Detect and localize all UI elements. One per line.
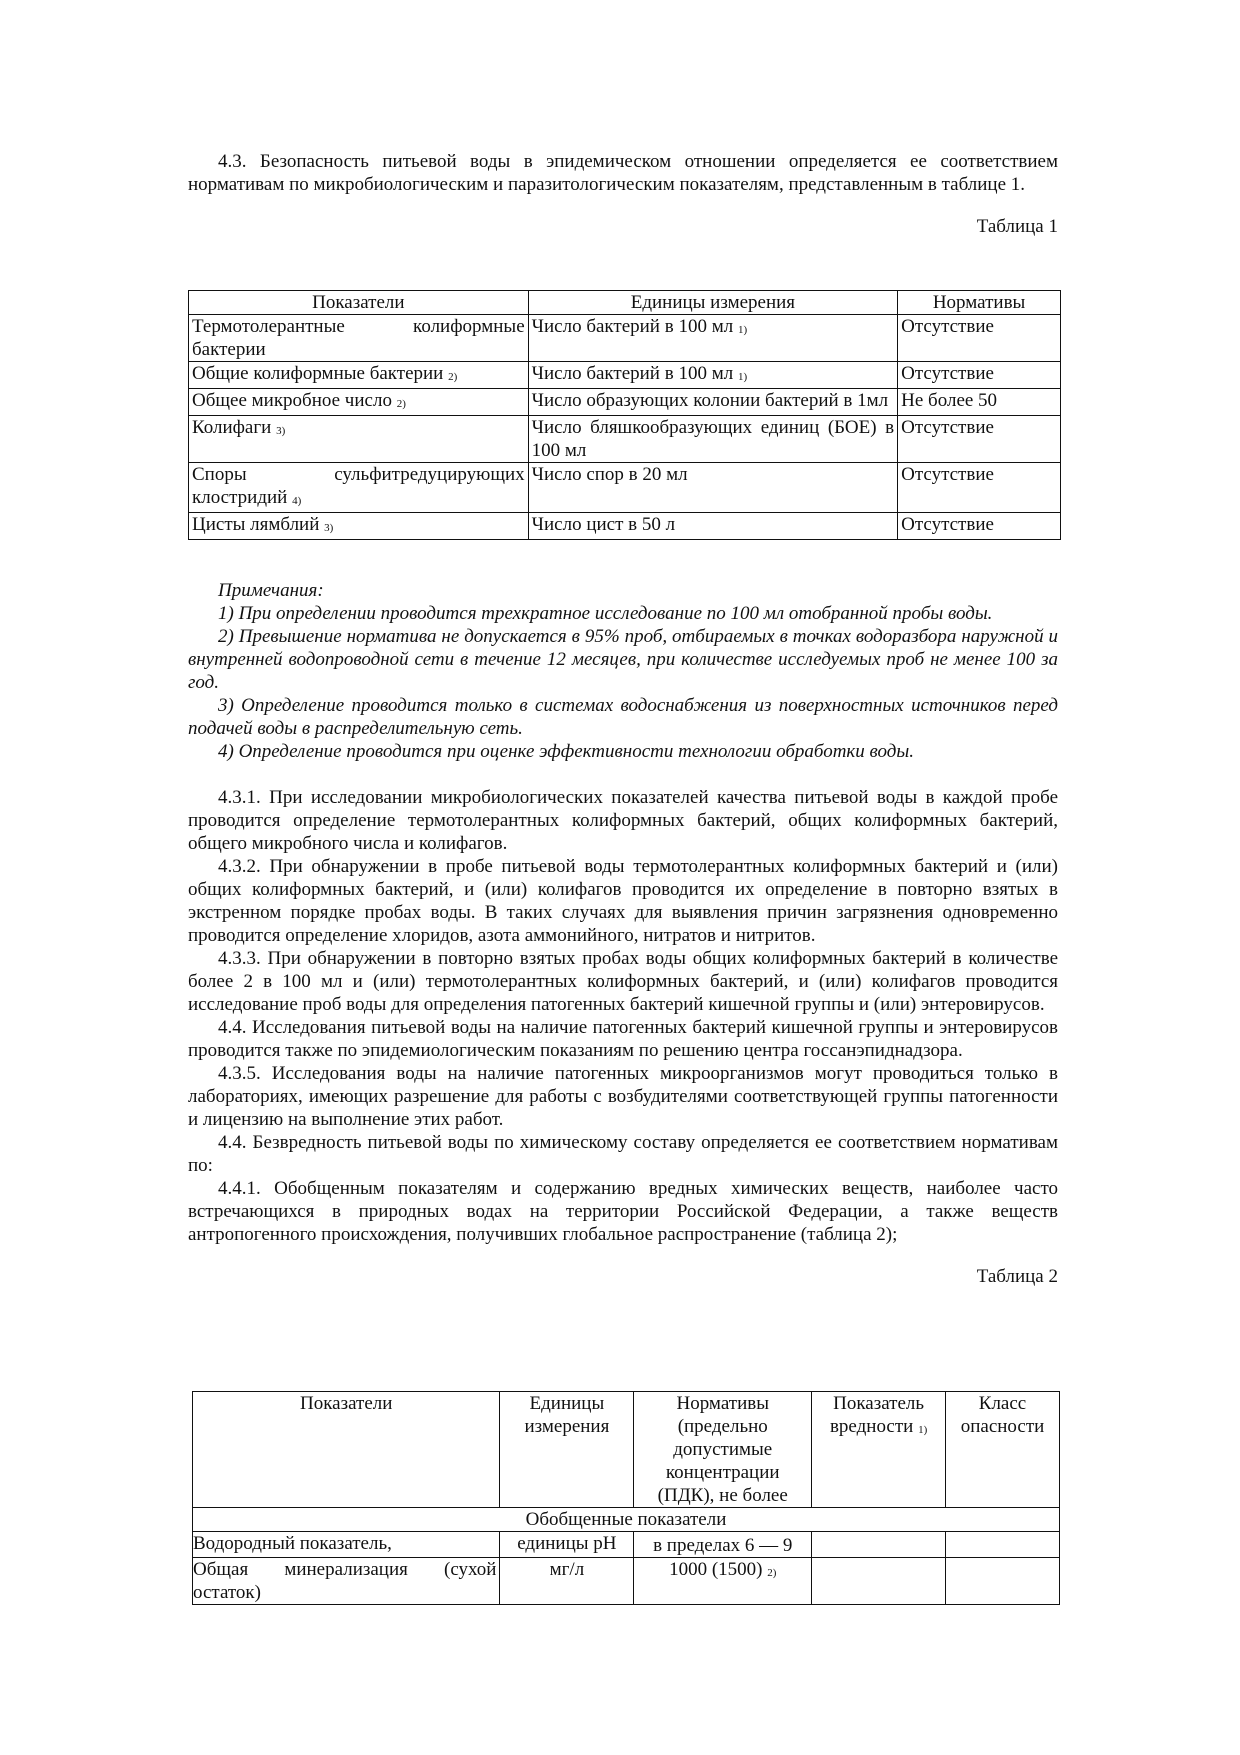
table1-cell-indicator	[189, 416, 529, 463]
body-paragraph: 4.3.2. При обнаружении в пробе питьевой воды термотолерантных колиформных бактерий и (или) общих колиформных бактерий, и (или) колифагов проводится их определение в повторно взятых в экстренном порядке пробах воды. В таких случаях для выявления причин загрязнения одновременно проводится определение хлоридов, азота аммонийного, нитратов и нитритов.	[188, 856, 1058, 946]
body-paragraph: 4.4. Исследования питьевой воды на наличие патогенных бактерий кишечной группы и энтеровирусов проводится также по эпидемиологическим показаниям по решению центра госсанэпиднадзора.	[188, 1017, 1058, 1061]
note-item: 4) Определение проводится при оценке эффективности технологии обработки воды.	[218, 741, 915, 762]
table2-section-title: Обобщенные показатели	[193, 1508, 1060, 1532]
body-paragraph: 4.3.1. При исследовании микробиологических показателей качества питьевой воды в каждой пробе проводится определение термотолерантных колиформных бактерий, общих колиформных бактерий, общего микробного числа и колифагов.	[188, 787, 1058, 854]
table1-cell-norm: Не более 50	[898, 389, 1061, 416]
table-row	[189, 416, 1061, 463]
footnote-ref: 3)	[276, 425, 286, 437]
table2-cell-harm	[812, 1532, 946, 1558]
table2-cell-hazard	[946, 1532, 1060, 1558]
footnote-ref: 1)	[737, 371, 748, 383]
table-row	[189, 463, 1061, 513]
table-row	[189, 315, 1061, 362]
table2-cell-norm: в пределах 6 — 9	[634, 1532, 812, 1558]
table-row	[193, 1558, 1060, 1605]
table2-header-cell: Показатели	[193, 1392, 500, 1508]
body-paragraph: 4.4.1. Обобщенным показателям и содержанию вредных химических веществ, наиболее часто встречающихся в природных водах на территории Российской Федерации, а также веществ антропогенного происхождения, получивших глобальное распространение (таблица 2);	[188, 1178, 1058, 1245]
table2-cell-hazard	[946, 1558, 1060, 1605]
cell-text: Число образующих колонии бактерий в 1мл	[531, 390, 889, 411]
footnote-ref: 4)	[292, 495, 302, 507]
cell-text: 1000 (1500)	[669, 1559, 763, 1580]
cell-text: Споры сульфитредуцирующих клостридий	[192, 464, 525, 508]
footnote-ref: 1)	[737, 324, 748, 336]
table1-cell-norm: Отсутствие	[898, 315, 1061, 362]
cell-text: Общие колиформные бактерии	[192, 363, 444, 384]
table1-header-cell: Нормативы	[898, 291, 1061, 315]
note-item: 1) При определении проводится трехкратное исследование по 100 мл отобранной пробы воды.	[218, 603, 993, 624]
table2-cell-unit: мг/л	[500, 1558, 634, 1605]
table2-cell-unit: единицы pH	[500, 1532, 634, 1558]
body-paragraph: 4.4. Безвредность питьевой воды по химическому составу определяется ее соответствием нормативам по:	[188, 1132, 1058, 1176]
table1-cell-unit	[528, 513, 898, 540]
table-row	[189, 389, 1061, 416]
table2-header-cell	[812, 1392, 946, 1508]
cell-text: Число бактерий в 100 мл	[531, 316, 734, 337]
table1-cell-norm: Отсутствие	[898, 513, 1061, 540]
note-item: 2) Превышение норматива не допускается в 95% проб, отбираемых в точках водоразбора наружной и внутренней водопроводной сети в течение 12 месяцев, при количестве исследуемых проб не менее 100 за год.	[188, 626, 1058, 693]
table1-cell-indicator	[189, 463, 529, 513]
cell-text: Число спор в 20 мл	[531, 464, 688, 485]
footnote-ref: 2)	[448, 371, 458, 383]
table1-cell-unit	[528, 416, 898, 463]
intro-block	[188, 150, 1058, 238]
table1-cell-norm: Отсутствие	[898, 416, 1061, 463]
body-paragraph: 4.3.3. При обнаружении в повторно взятых пробах воды общих колиформных бактерий в количестве более 2 в 100 мл и (или) термотолерантных колиформных бактерий, и (или) колифагов проводится исследование проб воды для определения патогенных бактерий кишечной группы и (или) энтеровирусов.	[188, 948, 1058, 1015]
table2-header-row	[193, 1392, 1060, 1508]
footnote-ref: 2)	[396, 398, 406, 410]
table2-section-row	[193, 1508, 1060, 1532]
table-row	[189, 513, 1061, 540]
table1-cell-unit	[528, 389, 898, 416]
table1-caption: Таблица 1	[976, 216, 1058, 237]
table1-cell-unit	[528, 362, 898, 389]
table1-header-cell: Единицы измерения	[528, 291, 898, 315]
table1-header-row	[189, 291, 1061, 315]
table2-header-cell: Класс опасности	[946, 1392, 1060, 1508]
intro-paragraph: 4.3. Безопасность питьевой воды в эпидемическом отношении определяется ее соответствием нормативам по микробиологическим и паразитологическим показателям, представленным в таблице 1.	[188, 151, 1058, 195]
cell-text: Общее микробное число	[192, 390, 392, 411]
table2-cell-indicator: Общая минерализация (сухой остаток)	[193, 1558, 500, 1605]
table2-caption: Таблица 2	[976, 1266, 1058, 1287]
table-row	[189, 362, 1061, 389]
table1-cell-indicator	[189, 513, 529, 540]
table2-header-cell: Единицы измерения	[500, 1392, 634, 1508]
table1-cell-indicator	[189, 389, 529, 416]
cell-text: Колифаги	[192, 417, 272, 438]
footnote-ref: 3)	[324, 522, 334, 534]
table1-header-cell: Показатели	[189, 291, 529, 315]
table2-cell-norm	[634, 1558, 812, 1605]
table2	[192, 1391, 1060, 1605]
table1	[188, 290, 1061, 540]
table1-cell-unit	[528, 463, 898, 513]
cell-text: Число цист в 50 л	[531, 514, 676, 535]
table2-cell-indicator: Водородный показатель,	[193, 1532, 500, 1558]
cell-text: Термотолерантные колиформные бактерии	[192, 316, 525, 360]
notes-title: Примечания:	[218, 580, 324, 601]
cell-text: Показатель вредности	[829, 1393, 925, 1437]
footnote-ref: 1)	[918, 1424, 928, 1436]
cell-text: Цисты лямблий	[192, 514, 320, 535]
table2-header-cell: Нормативы (предельно допустимые концентрации (ПДК), не более	[634, 1392, 812, 1508]
body-paragraph: 4.3.5. Исследования воды на наличие патогенных микроорганизмов могут проводиться только в лабораториях, имеющих разрешение для работы с возбудителями соответствующей группы патогенности и лицензию на выполнение этих работ.	[188, 1063, 1058, 1130]
body-block	[188, 579, 1058, 1288]
table1-cell-indicator	[189, 315, 529, 362]
table2-cell-harm	[812, 1558, 946, 1605]
footnote-ref: 2)	[767, 1567, 777, 1579]
table1-cell-unit	[528, 315, 898, 362]
note-item: 3) Определение проводится только в системах водоснабжения из поверхностных источников перед подачей воды в распределительную сеть.	[188, 695, 1058, 739]
table1-cell-norm: Отсутствие	[898, 362, 1061, 389]
cell-text: Число бактерий в 100 мл	[531, 363, 734, 384]
cell-text: Число бляшкообразующих единиц (БОЕ) в 100 мл	[531, 417, 895, 461]
table-row	[193, 1532, 1060, 1558]
table1-cell-norm: Отсутствие	[898, 463, 1061, 513]
table1-cell-indicator	[189, 362, 529, 389]
